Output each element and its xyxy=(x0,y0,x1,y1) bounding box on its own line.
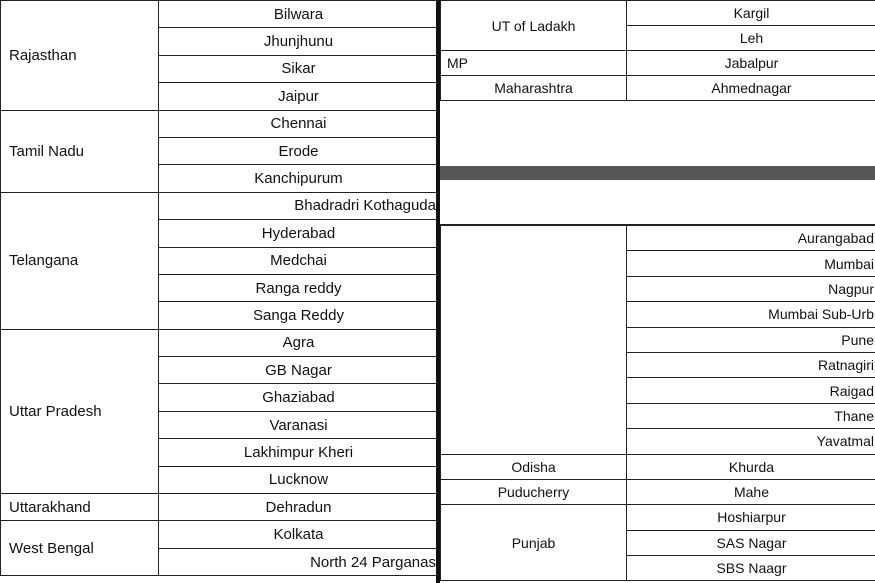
city-cell: Lucknow xyxy=(159,466,439,493)
state-cell: Puducherry xyxy=(441,479,627,504)
city-cell: Sikar xyxy=(159,55,439,82)
city-cell: Nagpur xyxy=(627,276,875,301)
city-cell: Leh xyxy=(627,26,875,51)
city-cell: Ghaziabad xyxy=(159,384,439,411)
table-row xyxy=(441,479,875,504)
table-row xyxy=(441,51,875,76)
table-row xyxy=(441,226,875,251)
city-cell: Kargil xyxy=(627,1,875,26)
city-cell: Hyderabad xyxy=(159,220,439,247)
state-cell: Uttarakhand xyxy=(1,494,159,521)
table-row xyxy=(441,1,875,26)
city-cell: Bhadradri Kothaguda xyxy=(159,192,439,219)
state-cell: West Bengal xyxy=(1,521,159,576)
left-district-table xyxy=(0,0,439,576)
table-row xyxy=(1,494,439,521)
table-row xyxy=(441,505,875,530)
city-cell: GB Nagar xyxy=(159,357,439,384)
state-cell: Tamil Nadu xyxy=(1,110,159,192)
city-cell: Jabalpur xyxy=(627,51,875,76)
state-cell: UT of Ladakh xyxy=(441,1,627,51)
table-row xyxy=(1,521,439,548)
state-cell: Odisha xyxy=(441,454,627,479)
city-cell: Sanga Reddy xyxy=(159,302,439,329)
city-cell: Jhunjhunu xyxy=(159,28,439,55)
state-cell: Uttar Pradesh xyxy=(1,329,159,493)
table-row xyxy=(1,329,439,356)
state-cell: Maharashtra xyxy=(441,76,627,101)
city-cell: SBS Naagr xyxy=(627,556,875,581)
table-row xyxy=(441,454,875,479)
city-cell: Chennai xyxy=(159,110,439,137)
city-cell: Mahe xyxy=(627,479,875,504)
city-cell: Yavatmal xyxy=(627,429,875,454)
city-cell: North 24 Parganas xyxy=(159,548,439,575)
city-cell: Thane xyxy=(627,403,875,428)
city-cell: Kanchipurum xyxy=(159,165,439,192)
state-cell: Punjab xyxy=(441,505,627,581)
state-cell: Telangana xyxy=(1,192,159,329)
blank-area xyxy=(440,180,875,225)
city-cell: Raigad xyxy=(627,378,875,403)
city-cell: Dehradun xyxy=(159,494,439,521)
city-cell: Hoshiarpur xyxy=(627,505,875,530)
city-cell: Khurda xyxy=(627,454,875,479)
city-cell: Bilwara xyxy=(159,1,439,28)
city-cell: Agra xyxy=(159,329,439,356)
city-cell: Jaipur xyxy=(159,83,439,110)
right-bottom-district-table xyxy=(440,225,875,581)
right-top-district-table xyxy=(440,0,875,101)
table-row xyxy=(1,110,439,137)
table-row xyxy=(1,1,439,28)
city-cell: Ratnagiri xyxy=(627,352,875,377)
page-break-band xyxy=(440,166,875,180)
city-cell: Erode xyxy=(159,137,439,164)
city-cell: Lakhimpur Kheri xyxy=(159,439,439,466)
table-row xyxy=(441,76,875,101)
city-cell: Aurangabad xyxy=(627,226,875,251)
state-cell xyxy=(441,226,627,455)
city-cell: Kolkata xyxy=(159,521,439,548)
table-row xyxy=(1,192,439,219)
city-cell: Varanasi xyxy=(159,411,439,438)
city-cell: Pune xyxy=(627,327,875,352)
city-cell: Mumbai xyxy=(627,251,875,276)
city-cell: SAS Nagar xyxy=(627,530,875,555)
state-cell: Rajasthan xyxy=(1,1,159,111)
city-cell: Ahmednagar xyxy=(627,76,875,101)
state-cell: MP xyxy=(441,51,627,76)
city-cell: Ranga reddy xyxy=(159,274,439,301)
city-cell: Medchai xyxy=(159,247,439,274)
city-cell: Mumbai Sub-Urb xyxy=(627,302,875,327)
